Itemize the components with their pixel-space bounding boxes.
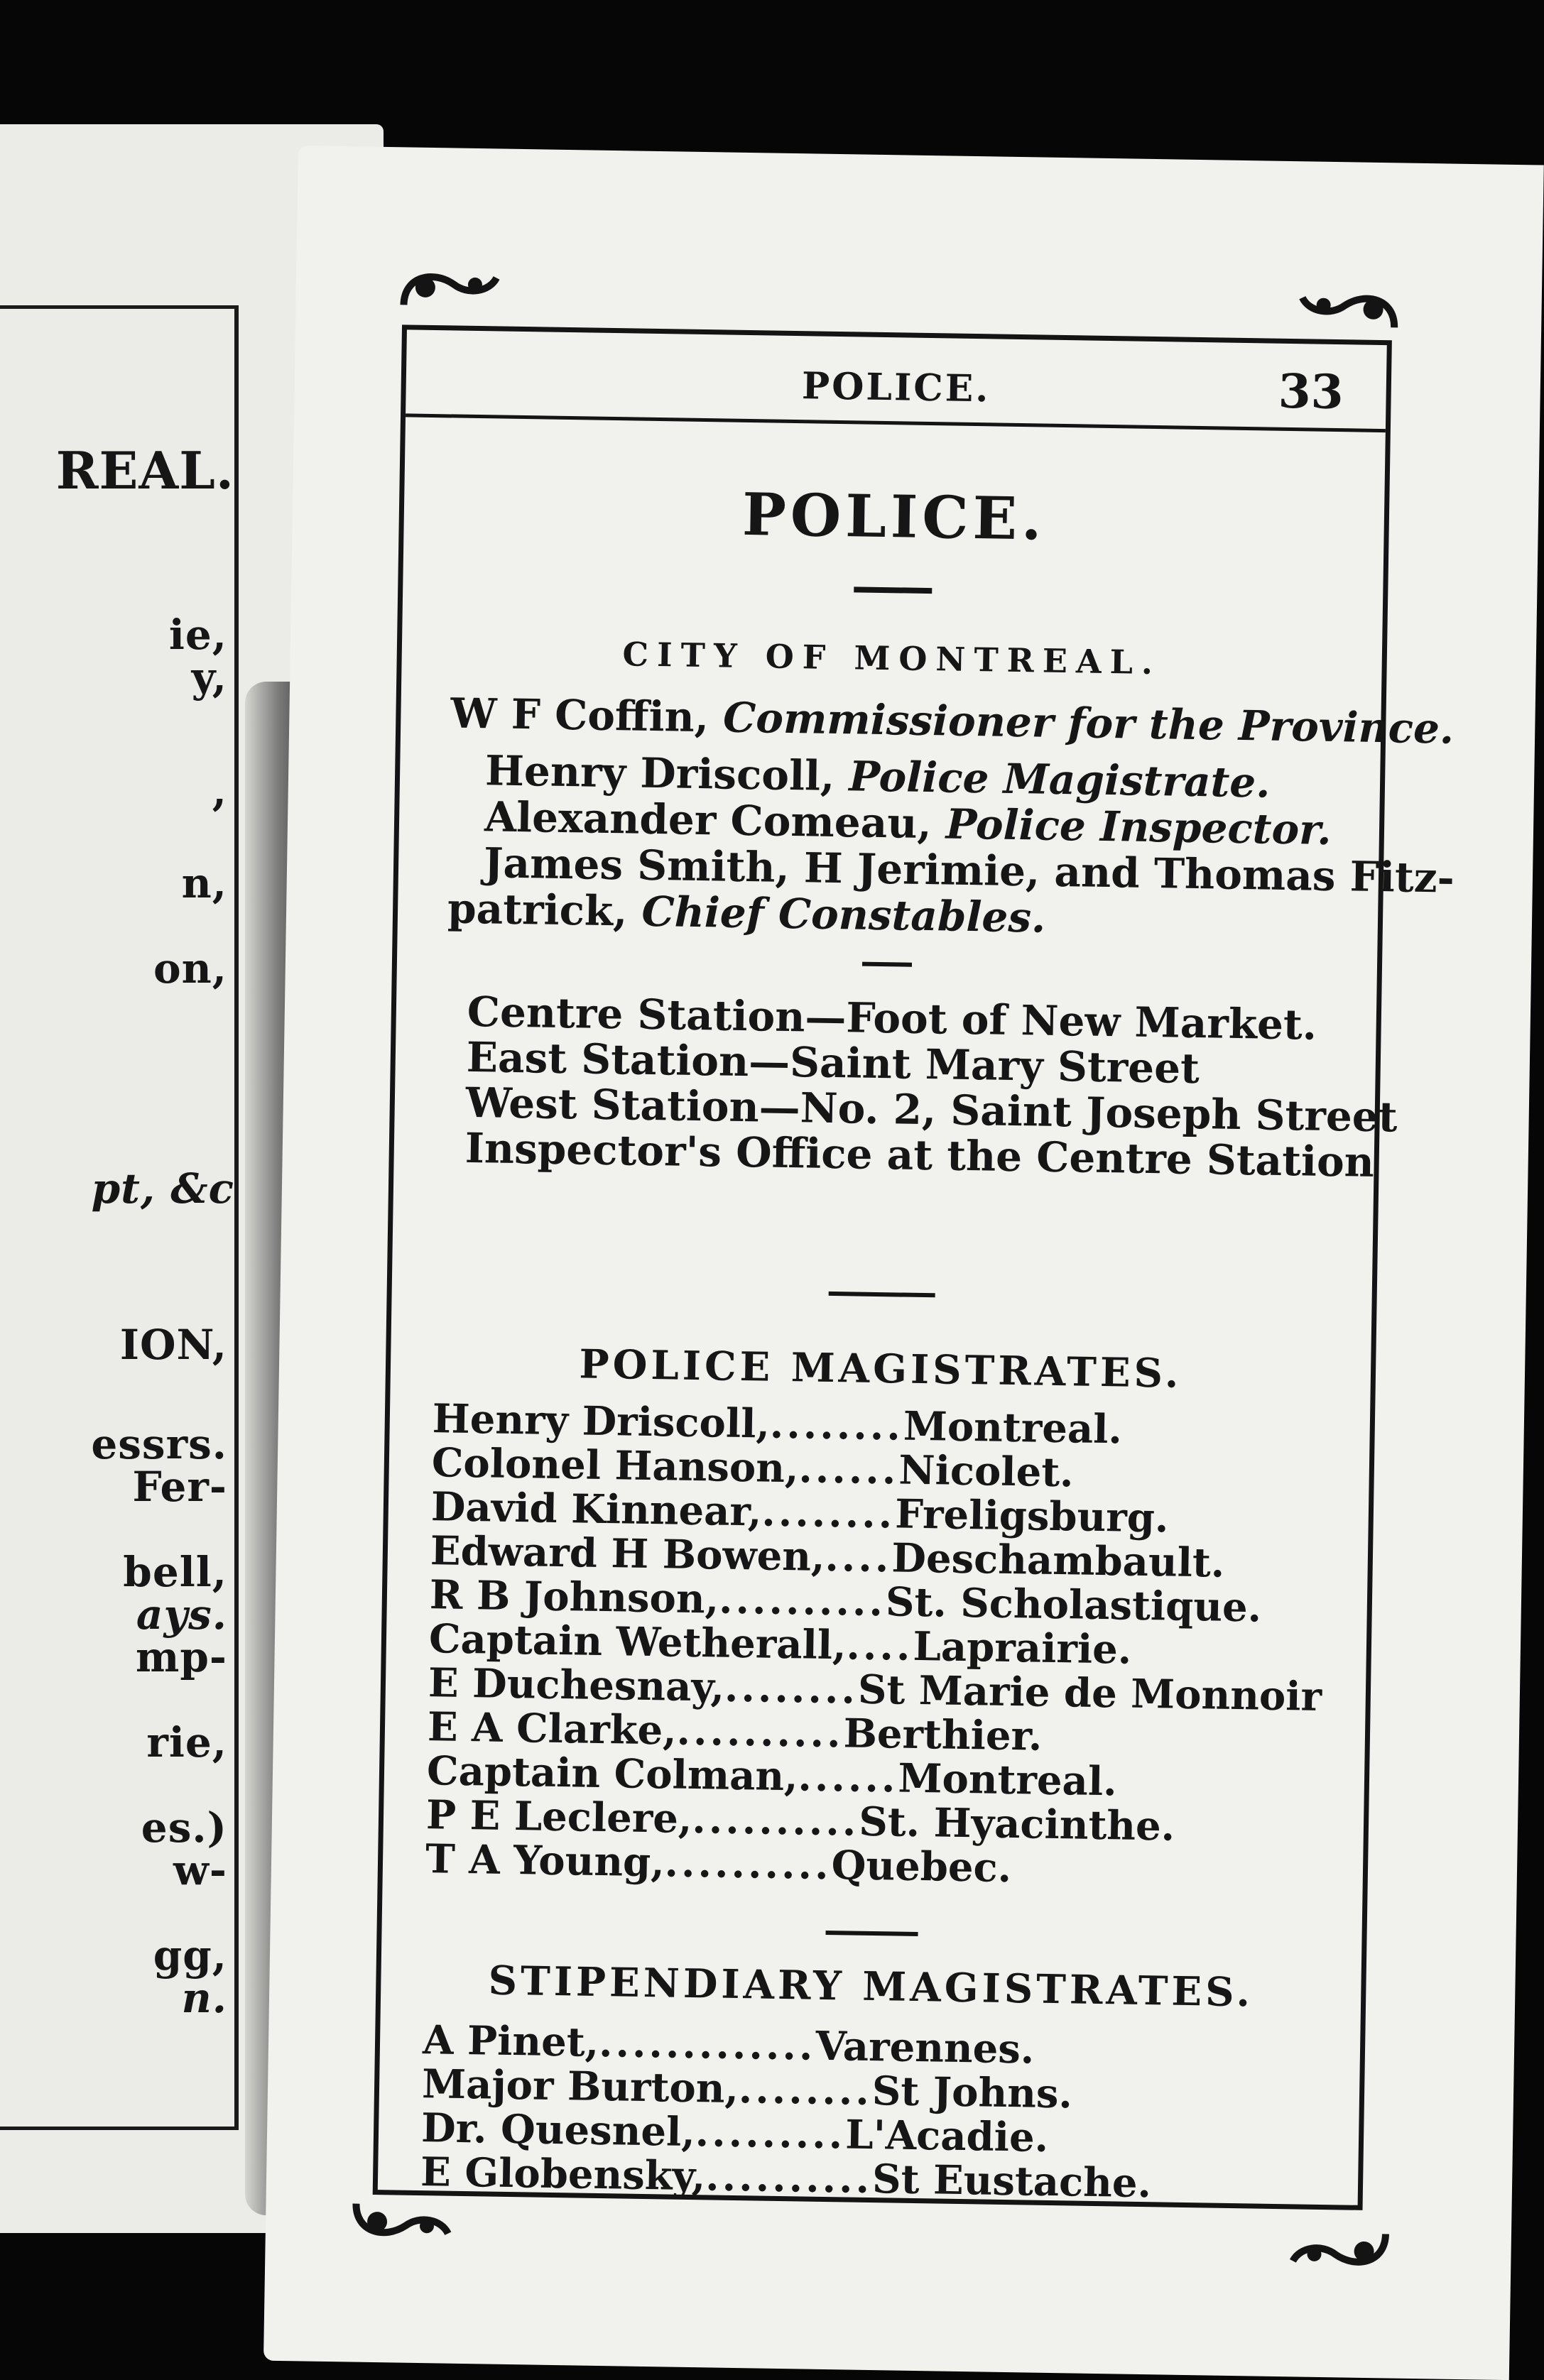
- station-line: West Station—No. 2, Saint Joseph Street: [465, 1078, 1398, 1142]
- magistrate-place: Laprairie.: [913, 1622, 1132, 1674]
- magistrate-name: Captain Wetherall,: [428, 1615, 847, 1669]
- leader-dots: ......: [798, 1753, 899, 1802]
- leader-dots: ........: [761, 1488, 896, 1538]
- corner-ornament-icon: [1295, 283, 1402, 334]
- leader-dots: .............: [598, 2019, 817, 2070]
- commissioner-name: W F Coffin,: [450, 689, 724, 742]
- left-page-fragment: y,: [191, 653, 227, 702]
- left-page-fragment: ,: [212, 767, 227, 815]
- station-line: East Station—Saint Mary Street: [466, 1032, 1200, 1093]
- right-page: [263, 146, 1544, 2380]
- magistrate-name: R B Johnson,: [429, 1571, 719, 1623]
- magistrate-name: Captain Colman,: [426, 1747, 799, 1801]
- left-page-fragment: es.): [141, 1803, 227, 1852]
- corner-ornament-icon: [1285, 2225, 1393, 2276]
- magistrate-name: A Pinet,: [422, 2016, 599, 2066]
- leader-dots: ........: [769, 1400, 904, 1450]
- section-divider: [854, 586, 932, 594]
- inspector-role: Police Inspector.: [945, 799, 1332, 854]
- magistrate-name: E Globensky,: [420, 2149, 706, 2200]
- magistrate-place: Varennes.: [815, 2022, 1035, 2073]
- left-page-fragment: n.: [181, 1974, 227, 2022]
- left-page-fragment: mp-: [136, 1633, 227, 1681]
- page-number: 33: [1278, 363, 1344, 420]
- left-page-fragment: ays.: [136, 1590, 227, 1639]
- commissioner-line: [450, 689, 1455, 753]
- left-page-fragment: gg,: [153, 1931, 227, 1980]
- magistrate-place: St. Hyacinthe.: [858, 1798, 1175, 1850]
- leader-dots: ......: [798, 1445, 899, 1494]
- constables-role: Chief Constables.: [641, 887, 1046, 942]
- left-page-fragment: w-: [173, 1846, 227, 1894]
- magistrate-place: Deschambault.: [891, 1534, 1225, 1587]
- magistrate-place: St Eustache.: [871, 2156, 1152, 2207]
- constables-line-continued: [447, 884, 1046, 941]
- left-page-fragment: ie,: [168, 611, 227, 659]
- magistrate-role: Police Magistrate.: [848, 752, 1271, 807]
- section-divider: [862, 962, 912, 967]
- police-magistrates-heading: POLICE MAGISTRATES.: [579, 1341, 1183, 1397]
- section-divider: [826, 1931, 918, 1936]
- magistrate-name: E Duchesnay,: [428, 1659, 725, 1711]
- running-head: POLICE.: [801, 364, 991, 411]
- magistrate-name: David Kinnear,: [430, 1483, 762, 1536]
- leader-dots: ....: [846, 1622, 914, 1670]
- commissioner-role: Commissioner for the Province.: [722, 693, 1455, 753]
- leader-dots: ..........: [664, 1839, 832, 1889]
- page-title: POLICE.: [741, 480, 1047, 554]
- leader-dots: ..........: [705, 2153, 873, 2203]
- left-page-fragment: on,: [153, 944, 227, 993]
- left-page-fragment: pt, &c: [91, 1164, 234, 1213]
- header-rule: [406, 413, 1386, 432]
- magistrate-name: P E Leclere,: [425, 1791, 692, 1843]
- leader-dots: ..........: [676, 1707, 844, 1757]
- magistrate-name: E A Clarke,: [427, 1703, 678, 1754]
- magistrate-place: St Johns.: [871, 2068, 1073, 2118]
- constables-name: patrick,: [447, 884, 643, 936]
- left-page-fragment: essrs.: [91, 1420, 227, 1468]
- leader-dots: ..........: [691, 1796, 859, 1845]
- magistrate-place: Freligsburg.: [894, 1490, 1169, 1542]
- magistrate-place: Montreal.: [903, 1402, 1123, 1453]
- left-page-fragment: rie,: [146, 1718, 227, 1767]
- magistrate-place: St. Scholastique.: [885, 1578, 1262, 1632]
- left-page-fragment: ION,: [119, 1321, 227, 1369]
- station-line: Inspector's Office at the Centre Station: [464, 1123, 1375, 1186]
- leader-dots: ........: [738, 2065, 873, 2115]
- left-page-fragment: bell,: [123, 1548, 227, 1596]
- magistrate-name: Dr. Quesnel,: [420, 2105, 696, 2156]
- constables-line: James Smith, H Jerimie, and Thomas Fitz-: [483, 839, 1455, 902]
- corner-ornament-icon: [349, 2196, 456, 2247]
- magistrate-name: T A Young,: [425, 1835, 665, 1887]
- page-frame: [373, 324, 1455, 2210]
- station-line: Centre Station—Foot of New Market.: [467, 987, 1317, 1049]
- magistrate-name: Henry Driscoll,: [432, 1395, 771, 1448]
- city-heading: CITY OF MONTREAL.: [622, 635, 1162, 682]
- section-divider: [829, 1292, 935, 1297]
- stipendiary-magistrates-heading: STIPENDIARY MAGISTRATES.: [488, 1957, 1254, 2016]
- leader-dots: ..........: [718, 1576, 886, 1626]
- leader-dots: ........: [724, 1664, 859, 1713]
- magistrate-name: Edward H Bowen,: [430, 1527, 826, 1581]
- magistrate-name: Colonel Hanson,: [431, 1439, 800, 1492]
- left-page-fragment: REAL.: [55, 440, 234, 501]
- magistrate-place: Nicolet.: [898, 1446, 1075, 1497]
- inspector-name: Alexander Comeau,: [484, 792, 947, 848]
- magistrate-name: Major Burton,: [421, 2060, 739, 2113]
- magistrate-place: Montreal.: [898, 1754, 1118, 1806]
- corner-ornament-icon: [396, 262, 504, 313]
- leader-dots: .........: [695, 2109, 846, 2158]
- left-page-fragment: n,: [181, 859, 227, 907]
- magistrate-place: St Marie de Monnoir: [857, 1666, 1322, 1720]
- magistrate-place: Quebec.: [831, 1842, 1012, 1892]
- leader-dots: ....: [824, 1533, 892, 1582]
- left-page-fragment: Fer-: [132, 1463, 227, 1511]
- magistrate-place: Berthier.: [843, 1710, 1043, 1760]
- magistrate-place: L'Acadie.: [844, 2111, 1049, 2161]
- magistrate-name: Henry Driscoll,: [484, 746, 850, 801]
